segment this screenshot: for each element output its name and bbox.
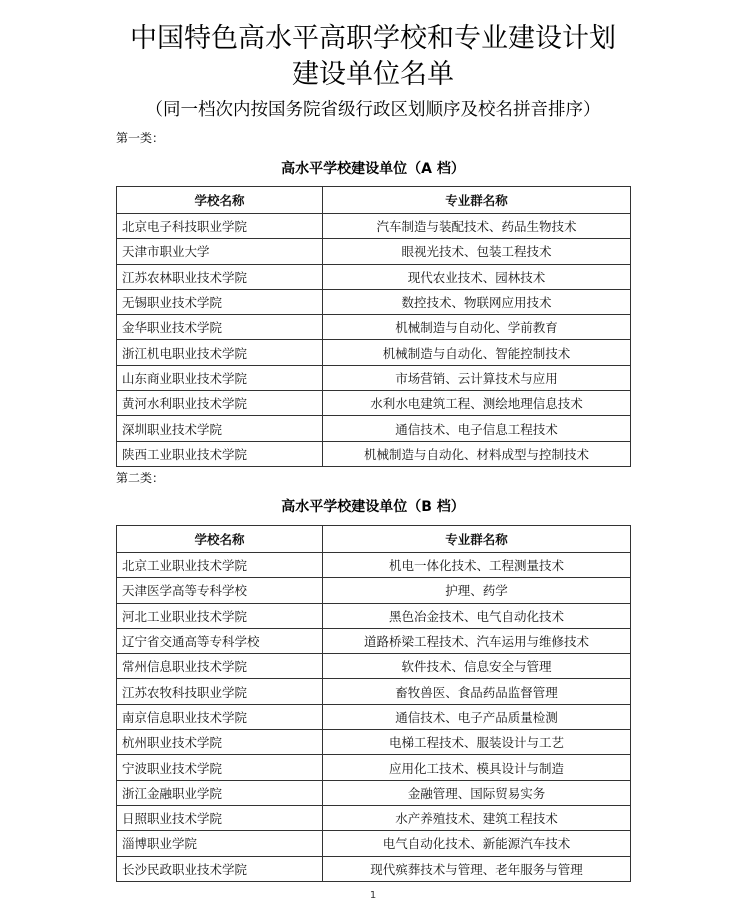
table-b-row [117,780,631,805]
table-a-row [117,416,631,441]
school-name-cell: 辽宁省交通高等专科学校 [117,628,323,653]
table-b-title: 高水平学校建设单位（B 档） [281,499,465,515]
table-a-row [117,391,631,416]
table-b-row [117,603,631,628]
table-b-row [117,755,631,780]
page-number: 1 [369,890,377,901]
school-name-cell: 浙江机电职业技术学院 [117,340,323,365]
school-name-cell: 山东商业职业技术学院 [117,365,323,390]
school-name-cell: 陕西工业职业技术学院 [117,441,323,466]
major-group-cell: 眼视光技术、包装工程技术 [323,239,631,264]
school-name-cell: 无锡职业技术学院 [117,289,323,314]
major-group-cell: 金融管理、国际贸易实务 [323,780,631,805]
table-a-row [117,441,631,466]
table-b-row [117,730,631,755]
school-name-cell: 河北工业职业技术学院 [117,603,323,628]
table-a-row [117,289,631,314]
major-group-cell: 护理、药学 [323,578,631,603]
document-title-line2: 建设单位名单 [292,59,454,90]
school-name-cell: 宁波职业技术学院 [117,755,323,780]
major-group-cell: 通信技术、电子信息工程技术 [323,416,631,441]
major-group-cell: 水产养殖技术、建筑工程技术 [323,805,631,830]
school-name-cell: 天津医学高等专科学校 [117,578,323,603]
major-group-cell: 机电一体化技术、工程测量技术 [323,553,631,578]
table-b-row [117,704,631,729]
major-group-cell: 道路桥梁工程技术、汽车运用与维修技术 [323,628,631,653]
school-name-cell: 金华职业技术学院 [117,315,323,340]
school-name-cell: 南京信息职业技术学院 [117,704,323,729]
table-a-row [117,315,631,340]
school-name-cell: 日照职业技术学院 [117,805,323,830]
table-a-row [117,239,631,264]
table-a-row [117,340,631,365]
document-title-line1: 中国特色高水平高职学校和专业建设计划 [130,23,616,54]
major-group-cell: 水利水电建筑工程、测绘地理信息技术 [323,391,631,416]
major-group-cell: 现代殡葬技术与管理、老年服务与管理 [323,856,631,881]
table-b-row [117,628,631,653]
table-b-header-school: 学校名称 [117,526,323,553]
major-group-cell: 畜牧兽医、食品药品监督管理 [323,679,631,704]
school-name-cell: 杭州职业技术学院 [117,730,323,755]
major-group-cell: 现代农业技术、园林技术 [323,264,631,289]
table-a-row [117,365,631,390]
major-group-cell: 通信技术、电子产品质量检测 [323,704,631,729]
table-a-header-school: 学校名称 [117,187,323,214]
table-b [116,525,631,882]
category1-label: 第一类： [116,131,165,145]
school-name-cell: 淄博职业学院 [117,831,323,856]
table-a-header-row [117,187,631,214]
major-group-cell: 黑色冶金技术、电气自动化技术 [323,603,631,628]
school-name-cell: 深圳职业技术学院 [117,416,323,441]
table-a-header-major: 专业群名称 [323,187,631,214]
document-subtitle: （同一档次内按国务院省级行政区划顺序及校名拼音排序） [145,100,601,120]
major-group-cell: 电气自动化技术、新能源汽车技术 [323,831,631,856]
school-name-cell: 长沙民政职业技术学院 [117,856,323,881]
table-a-row [117,214,631,239]
major-group-cell: 机械制造与自动化、智能控制技术 [323,340,631,365]
major-group-cell: 电梯工程技术、服装设计与工艺 [323,730,631,755]
major-group-cell: 市场营销、云计算技术与应用 [323,365,631,390]
table-b-header-major: 专业群名称 [323,526,631,553]
category2-label: 第二类： [116,471,165,485]
table-b-row [117,654,631,679]
school-name-cell: 浙江金融职业学院 [117,780,323,805]
school-name-cell: 北京电子科技职业学院 [117,214,323,239]
table-b-body [117,553,631,882]
major-group-cell: 软件技术、信息安全与管理 [323,654,631,679]
table-b-row [117,831,631,856]
major-group-cell: 数控技术、物联网应用技术 [323,289,631,314]
table-a-body [117,214,631,467]
table-b-row [117,578,631,603]
table-a-row [117,264,631,289]
school-name-cell: 常州信息职业技术学院 [117,654,323,679]
table-b-row [117,679,631,704]
table-b-row [117,856,631,881]
major-group-cell: 应用化工技术、模具设计与制造 [323,755,631,780]
table-a [116,186,631,467]
table-b-row [117,553,631,578]
major-group-cell: 机械制造与自动化、学前教育 [323,315,631,340]
major-group-cell: 汽车制造与装配技术、药品生物技术 [323,214,631,239]
school-name-cell: 北京工业职业技术学院 [117,553,323,578]
school-name-cell: 江苏农林职业技术学院 [117,264,323,289]
school-name-cell: 黄河水利职业技术学院 [117,391,323,416]
school-name-cell: 江苏农牧科技职业学院 [117,679,323,704]
table-b-row [117,805,631,830]
table-a-title: 高水平学校建设单位（A 档） [281,161,465,177]
table-b-header-row [117,526,631,553]
major-group-cell: 机械制造与自动化、材料成型与控制技术 [323,441,631,466]
school-name-cell: 天津市职业大学 [117,239,323,264]
